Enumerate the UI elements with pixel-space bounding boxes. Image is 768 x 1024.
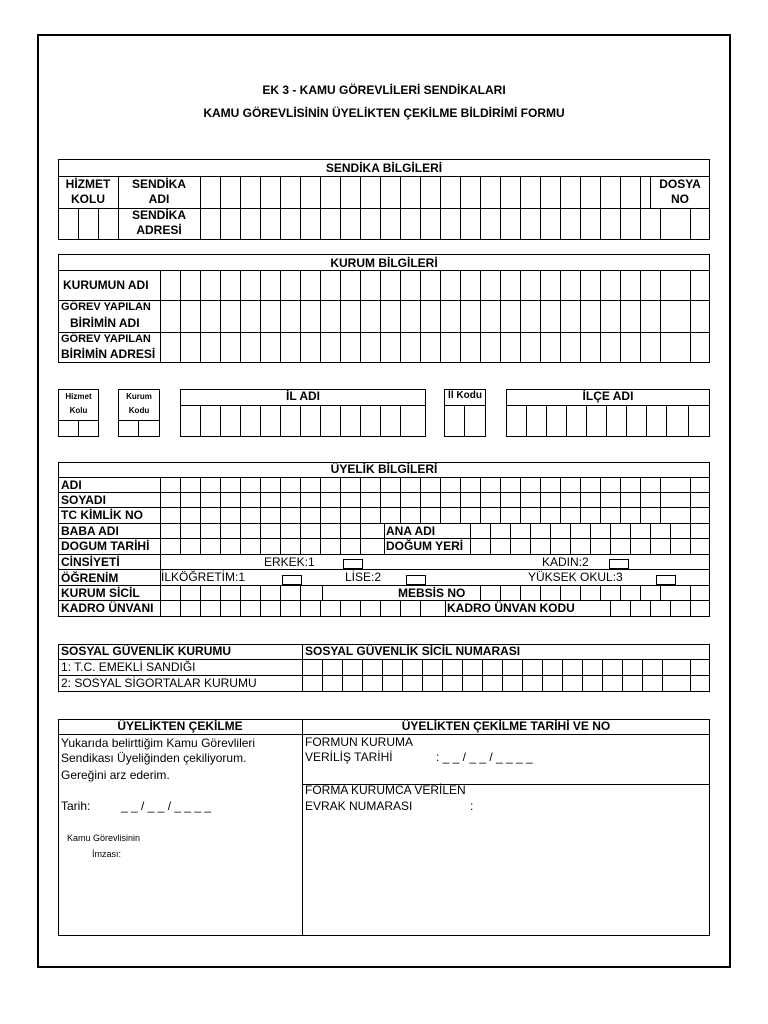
statement-line1: Yukarıda belirttiğim Kamu Görevlileri — [61, 736, 256, 750]
sendika-adi-label: SENDİKA — [131, 177, 186, 191]
soyadi-label: SOYADI — [61, 493, 106, 507]
yuksek-okul-option-label: YÜKSEK OKUL:3 — [528, 570, 623, 584]
sosyal-sicil-title: SOSYAL GÜVENLİK SİCİL NUMARASI — [305, 644, 521, 658]
ogrenim-label: ÖĞRENİM — [61, 571, 119, 585]
sendika-adresi-label: SENDİKA — [131, 208, 186, 222]
il-kodu-label: İl Kodu — [448, 390, 482, 401]
kamu-gorevlisinin-label: Kamu Görevlisinin — [67, 833, 141, 843]
ilce-adi-label: İLÇE ADI — [582, 389, 634, 403]
kadro-unvani-label: KADRO ÜNVANI — [61, 601, 154, 615]
tarih-label: Tarih: — [61, 799, 91, 813]
dosya-no-label: DOSYA — [659, 177, 701, 191]
imza-label: İmzası: — [92, 849, 122, 859]
verilis-tarihi-value[interactable]: : _ _ / _ _ / _ _ _ _ — [436, 750, 533, 764]
formun-kuruma-label: FORMUN KURUMA — [305, 735, 413, 749]
erkek-option-label: ERKEK:1 — [264, 555, 315, 569]
cinsiyeti-label: CİNSİYETİ — [61, 555, 120, 569]
sendika-adresi-label-2: ADRESİ — [136, 223, 182, 237]
tc-kimlik-label: TC KİMLİK NO — [61, 508, 143, 522]
cekilme-right-title: ÜYELİKTEN ÇEKİLME TARİHİ VE NO — [401, 719, 611, 733]
dosya-no-label-2: NO — [671, 192, 689, 206]
baba-adi-label: BABA ADI — [61, 524, 119, 538]
il-adi-label: İL ADI — [285, 389, 320, 403]
gorev-birim-adresi-label: GÖREV YAPILAN — [61, 333, 151, 345]
kadro-unvan-kodu-label: KADRO ÜNVAN KODU — [447, 601, 575, 615]
form-header-line2: KAMU GÖREVLİSİNİN ÜYELİKTEN ÇEKİLME BİLDİRİMİ FORMU — [203, 106, 565, 120]
ssk-option: 2: SOSYAL SİGORTALAR KURUMU — [61, 676, 257, 690]
gorev-birim-adresi-label-2: BİRİMİN ADRESİ — [61, 347, 156, 361]
statement-line2: Sendikası Üyeliğinden çekiliyorum. — [61, 751, 247, 765]
lise-option-label: LİSE:2 — [345, 570, 382, 584]
mebsis-no-label: MEBSİS NO — [398, 586, 466, 600]
dogum-tarihi-label: DOGUM TARİHİ — [61, 539, 150, 553]
ana-adi-label: ANA ADI — [386, 524, 436, 538]
kurum-kodu-label-2: Kodu — [128, 406, 150, 415]
evrak-numarasi-label: EVRAK NUMARASI — [305, 799, 413, 813]
hizmet-kolu-code-label: Hizmet — [65, 392, 92, 401]
hizmet-kolu-code-label-2: Kolu — [69, 406, 88, 415]
hizmet-kolu-label-2: KOLU — [71, 192, 105, 206]
ilkogretim-option-label: İLKÖĞRETİM:1 — [161, 570, 246, 584]
cekilme-left-title: ÜYELİKTEN ÇEKİLME — [117, 719, 243, 733]
gorev-birim-adi-label: GÖREV YAPILAN — [61, 301, 151, 313]
verilis-tarihi-label: VERİLİŞ TARİHİ — [305, 750, 393, 764]
forma-kurumca-label: FORMA KURUMCA VERİLEN — [305, 783, 466, 797]
gorev-birim-adi-label-2: BİRİMİN ADI — [70, 316, 140, 330]
emekli-sandigi-option: 1: T.C. EMEKLİ SANDIĞI — [61, 660, 196, 674]
statement-line3: Gereğini arz ederim. — [61, 768, 170, 782]
sendika-title: SENDİKA BİLGİLERİ — [325, 161, 443, 175]
kurumun-adi-label: KURUMUN ADI — [63, 278, 149, 292]
sosyal-kurumu-title: SOSYAL GÜVENLİK KURUMU — [61, 644, 232, 658]
kadin-option-label: KADIN:2 — [542, 555, 589, 569]
kurum-kodu-label: Kurum — [126, 392, 152, 401]
kurum-title: KURUM BİLGİLERİ — [330, 256, 438, 270]
form-header-line1: EK 3 - KAMU GÖREVLİLERİ SENDİKALARI — [262, 83, 506, 97]
uyelik-title: ÜYELİK BİLGİLERİ — [330, 462, 438, 476]
tarih-value[interactable]: _ _ / _ _ / _ _ _ _ — [121, 799, 212, 813]
sendika-adi-label-2: ADI — [148, 192, 170, 206]
hizmet-kolu-label: HİZMET — [65, 177, 111, 191]
evrak-numarasi-value[interactable]: : — [470, 799, 474, 813]
adi-label: ADI — [61, 478, 82, 492]
dogum-yeri-label: DOĞUM YERİ — [386, 539, 464, 553]
kurum-sicil-label: KURUM SİCİL — [61, 586, 140, 600]
